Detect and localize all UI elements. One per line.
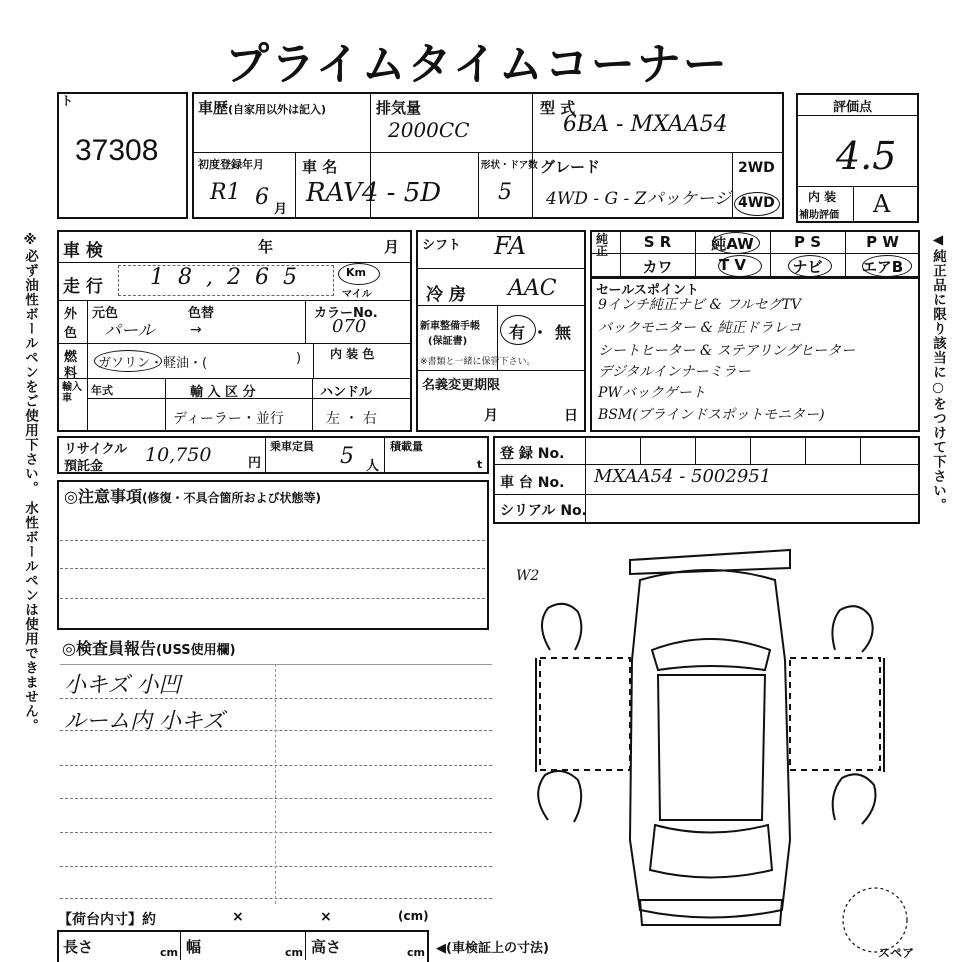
right-side-notice: ◀純正品に限り該当に○をつけて下さい。	[930, 232, 946, 513]
first-reg-month-unit: 月	[274, 202, 288, 217]
genuine-ps[interactable]: P S	[793, 233, 822, 251]
cargo-grid	[57, 930, 429, 962]
sales-point-1: 9インチ純正ナビ & フルセグTV	[598, 297, 802, 313]
manual-label-2: (保証書)	[428, 336, 468, 347]
grade-label: グレード	[540, 158, 601, 176]
color-change-label: 色替	[188, 306, 215, 321]
color-label-2: 色	[64, 326, 78, 341]
grade-value: 4WD - G - Zパッケージ	[546, 189, 732, 209]
sales-point-3: シートヒーター & ステアリングヒーター	[598, 343, 856, 359]
km-unit: Km	[346, 266, 366, 279]
page-title: プライムタイムコーナー	[225, 39, 729, 90]
interior-sub: 補助評価	[799, 210, 839, 221]
manual-dot: ・	[532, 323, 549, 342]
cargo-length: 長さ	[63, 938, 94, 956]
mileage-value: 18,265	[150, 265, 311, 290]
cargo-width: 幅	[186, 938, 202, 956]
doors-label: 形状・ドア数	[481, 160, 538, 171]
chassis-label: 車 台 No.	[500, 475, 565, 491]
cargo-note: ◀(車検証上の寸法)	[436, 941, 549, 956]
history-label: 車歴(自家用以外は記入)	[198, 99, 327, 117]
orig-color-label: 元色	[92, 306, 119, 321]
cargo-label: 【荷台内寸】約	[58, 912, 156, 928]
caution-label: ◎注意事項(修復・不具合箇所および状態等)	[64, 487, 321, 506]
rear-right-wheel	[833, 774, 876, 824]
inspection-year-unit: 年	[258, 238, 274, 256]
cargo-height-cm: cm	[407, 946, 425, 959]
mile-unit: マイル	[342, 289, 372, 300]
name-change-day: 日	[564, 408, 578, 424]
car-body-outline	[630, 570, 790, 918]
left-side-panel	[540, 658, 630, 770]
color-code-value: 070	[332, 316, 367, 337]
import-year-label: 年式	[91, 384, 113, 397]
tail	[640, 900, 782, 925]
interior-color-label: 内 装 色	[330, 347, 375, 361]
inspection-label: 車 検	[63, 241, 103, 261]
windshield	[652, 639, 770, 670]
car-name-value: RAV4 - 5D	[306, 178, 442, 208]
ac-value: AAC	[508, 276, 557, 301]
handle-label: ハンドル	[320, 385, 373, 400]
rear-left-wheel	[538, 771, 581, 822]
manual-note: ※書類と一緒に保管下さい。	[420, 357, 536, 367]
cargo-x1: ×	[232, 909, 244, 925]
spare-tire	[843, 888, 907, 952]
genuine-label: 純正	[596, 232, 609, 258]
genuine-aw[interactable]: 純AW	[711, 235, 754, 253]
sales-point-4: デジタルインナーミラー	[598, 364, 751, 380]
genuine-sr[interactable]: S R	[643, 233, 672, 251]
name-change-label: 名義変更期限	[422, 378, 501, 393]
tv-circle	[718, 255, 762, 277]
navi-circle	[788, 255, 832, 277]
load-unit: t	[477, 458, 483, 471]
cargo-width-cm: cm	[285, 946, 303, 959]
sales-point-2: バックモニター & 純正ドラレコ	[598, 320, 802, 336]
capacity-label: 乗車定員	[270, 440, 314, 453]
drive-4wd: 4WD	[738, 195, 775, 211]
car-diagram	[490, 540, 910, 960]
genuine-leather[interactable]: カワ	[642, 258, 673, 276]
aw-circle	[712, 232, 760, 254]
color-label-1: 外	[64, 307, 78, 322]
model-type-value: 6BA - MXAA54	[563, 112, 728, 137]
cargo-x2: ×	[320, 909, 332, 925]
interior-label: 内 装	[808, 190, 837, 204]
orig-color-value: パール	[104, 321, 155, 341]
load-label: 積載量	[390, 440, 423, 453]
fuel-label-2: 料	[64, 366, 78, 381]
front-left-wheel	[542, 604, 581, 650]
shift-label: シフト	[422, 238, 462, 253]
inspector-label: ◎検査員報告(USS使用欄)	[62, 639, 236, 658]
rating-score: 4.5	[836, 134, 897, 178]
capacity-unit: 人	[366, 459, 380, 474]
fuel-label-1: 燃	[64, 350, 78, 365]
genuine-airbag[interactable]: エアB	[861, 258, 904, 276]
inspector-line-2: ルーム内 小キズ	[64, 709, 225, 734]
displacement-label: 排気量	[376, 99, 422, 117]
first-reg-label: 初度登録年月	[198, 158, 264, 171]
registration-label: 登 録 No.	[500, 446, 565, 462]
spare-label: スペア	[878, 946, 915, 960]
first-reg-year: R1	[210, 180, 241, 205]
cargo-length-cm: cm	[160, 946, 178, 959]
recycle-label-2: 預託金	[64, 459, 104, 474]
import-label: 輸入車	[62, 382, 82, 404]
rear-window	[650, 825, 772, 878]
sales-point-5: PWバックゲート	[598, 385, 706, 401]
lot-number: 37308	[75, 134, 159, 167]
w2-mark: W2	[516, 568, 540, 584]
cargo-unit: (cm)	[398, 909, 429, 923]
car-name-label: 車 名	[302, 158, 338, 176]
genuine-pw[interactable]: P W	[866, 233, 899, 251]
manual-yes: 有	[509, 323, 526, 342]
capacity-value: 5	[340, 444, 354, 469]
import-class-value: ディーラー・並行	[173, 411, 284, 427]
color-code-label: カラーNo.	[314, 306, 378, 321]
right-side-panel	[790, 658, 880, 770]
shift-value: FA	[494, 232, 526, 260]
handle-value: 左 ・ 右	[326, 411, 377, 427]
cargo-height: 高さ	[311, 938, 342, 956]
lot-number-box	[57, 92, 188, 219]
manual-no: 無	[555, 323, 572, 342]
interior-value: A	[873, 190, 891, 218]
sales-point-6: BSM(ブラインドスポットモニター)	[598, 407, 825, 423]
recycle-unit: 円	[248, 456, 262, 471]
chassis-value: MXAA54 - 5002951	[594, 466, 772, 487]
color-arrow: →	[190, 322, 202, 338]
left-side-notice: ※必ず油性ボールペンをご使用下さい。 水性ボールペンは使用できません。	[22, 232, 38, 734]
mileage-label: 走 行	[63, 277, 103, 297]
ac-label: 冷 房	[426, 285, 466, 305]
serial-label: シリアル No.	[500, 503, 587, 519]
roof	[658, 675, 765, 820]
first-reg-month: 6	[255, 185, 269, 210]
corner-mark: ト	[61, 94, 74, 108]
inspector-line-1: 小キズ 小凹	[64, 673, 181, 698]
genuine-tv[interactable]: T V	[718, 256, 747, 274]
doors-value: 5	[498, 180, 512, 205]
fuel-gasoline-circle[interactable]	[94, 350, 162, 372]
rating-label: 評価点	[833, 100, 873, 115]
recycle-label-1: リサイクル	[64, 442, 128, 457]
inspection-month-unit: 月	[384, 238, 400, 256]
recycle-value: 10,750	[145, 444, 212, 466]
name-change-month: 月	[484, 408, 498, 424]
airbag-circle	[862, 255, 912, 277]
manual-label-1: 新車整備手帳	[420, 321, 480, 332]
fuel-close: )	[296, 351, 302, 366]
displacement-value: 2000CC	[388, 118, 470, 142]
genuine-navi[interactable]: ナビ	[792, 258, 823, 276]
front-right-wheel	[832, 606, 872, 652]
sales-points-label: セールスポイント	[596, 283, 699, 298]
import-class-label: 輸 入 区 分	[190, 385, 256, 400]
drive-2wd[interactable]: 2WD	[738, 160, 775, 176]
fuel-value: ガソリン・軽油・(	[98, 356, 208, 371]
model-type-label: 型 式	[540, 99, 576, 117]
